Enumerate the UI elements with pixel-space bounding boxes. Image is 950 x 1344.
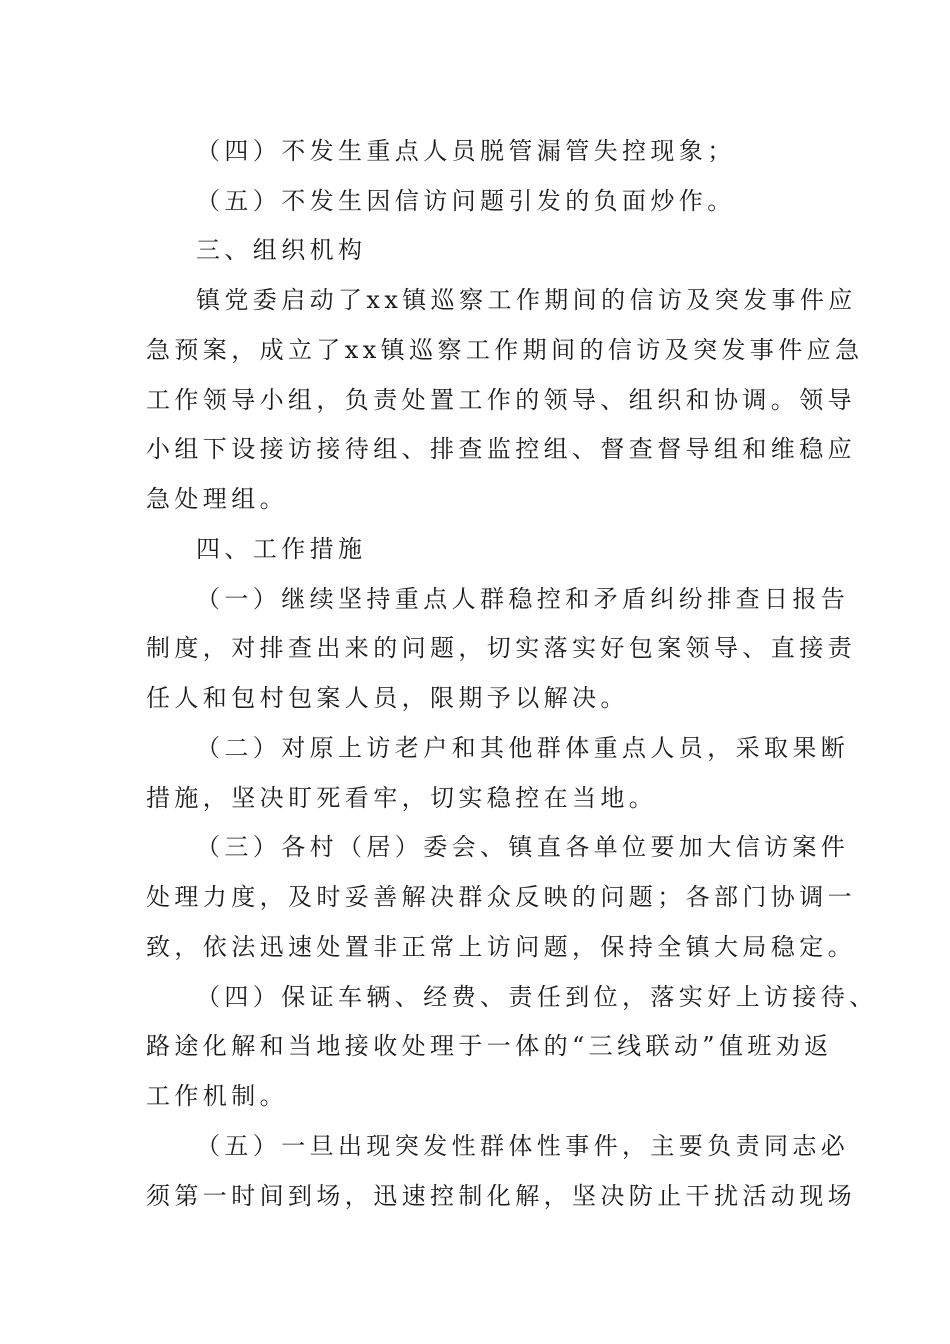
paragraph-line: 致，依法迅速处置非正常上访问题，保持全镇大局稳定。 (146, 933, 856, 961)
section-heading-organization: 三、组织机构 (196, 236, 367, 264)
paragraph-line: 急处理组。 (146, 485, 288, 513)
paragraph-line: 小组下设接访接待组、排查监控组、督查督导组和维稳应 (146, 435, 856, 463)
paragraph-line: 工作领导小组，负责处置工作的领导、组织和协调。领导 (146, 386, 856, 414)
paragraph-line: 处理力度，及时妥善解决群众反映的问题；各部门协调一 (146, 883, 856, 911)
paragraph-line: 制度，对排查出来的问题，切实落实好包案领导、直接责 (146, 634, 856, 662)
paragraph-line: 任人和包村包案人员，限期予以解决。 (146, 684, 629, 712)
paragraph-line: （五）一旦出现突发性群体性事件，主要负责同志必 (196, 1132, 850, 1160)
item-four-line: （四）不发生重点人员脱管漏管失控现象； (196, 137, 736, 165)
paragraph-line: （四）保证车辆、经费、责任到位，落实好上访接待、 (196, 983, 878, 1011)
paragraph-line: 镇党委启动了xx镇巡察工作期间的信访及突发事件应 (196, 286, 857, 314)
paragraph-line: 须第一时间到场，迅速控制化解，坚决防止干扰活动现场 (146, 1182, 856, 1210)
paragraph-line: 措施，坚决盯死看牢，切实稳控在当地。 (146, 784, 658, 812)
paragraph-line: （二）对原上访老户和其他群体重点人员，采取果断 (196, 734, 850, 762)
paragraph-line: （一）继续坚持重点人群稳控和矛盾纠纷排查日报告 (196, 585, 850, 613)
paragraph-line: 路途化解和当地接收处理于一体的“三线联动”值班劝返 (146, 1032, 833, 1060)
paragraph-line: 工作机制。 (146, 1082, 288, 1110)
item-five-line: （五）不发生因信访问题引发的负面炒作。 (196, 187, 736, 215)
paragraph-line: 急预案，成立了xx镇巡察工作期间的信访及突发事件应急 (146, 336, 864, 364)
section-heading-measures: 四、工作措施 (196, 535, 367, 563)
paragraph-line: （三）各村（居）委会、镇直各单位要加大信访案件 (196, 833, 850, 861)
